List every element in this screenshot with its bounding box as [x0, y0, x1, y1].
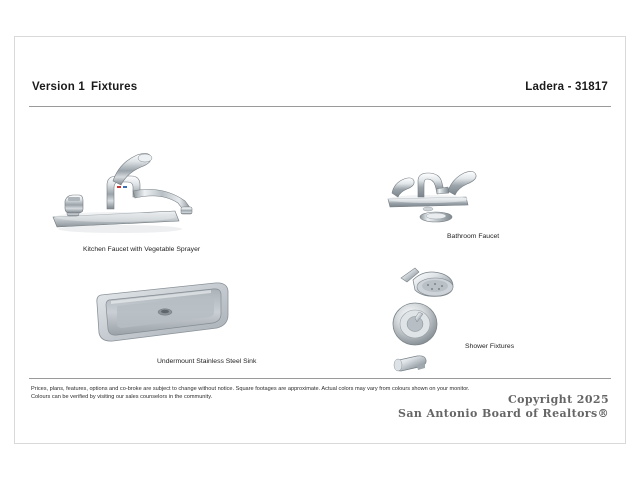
- brochure-sheet: [14, 36, 626, 444]
- bathroom-faucet-caption: Bathroom Faucet: [447, 233, 500, 240]
- kitchen-faucet-image: [45, 145, 225, 240]
- copyright-watermark: [398, 393, 609, 421]
- undermount-sink-caption: Undermount Stainless Steel Sink: [157, 358, 257, 365]
- section-label: Fixtures: [90, 81, 138, 93]
- community-label: Ladera - 31817: [525, 81, 608, 93]
- page-title: [32, 81, 137, 93]
- shower-fixtures-image: [373, 252, 483, 382]
- shower-fixtures-caption: Shower Fixtures: [465, 343, 515, 350]
- disclaimer-line-1: Prices, plans, features, options and co-broke are subject to change without notice. Square footages are approximate. Actual colors may vary from colours shown on your monitor.: [31, 386, 470, 392]
- version-label: Version 1: [32, 81, 85, 93]
- undermount-sink-image: [87, 279, 237, 351]
- watermark-line-2: San Antonio Board of Realtors®: [397, 407, 609, 420]
- bathroom-faucet-image: [370, 147, 495, 227]
- header-divider: [29, 106, 611, 107]
- disclaimer-line-2: Colours can be verified by visiting our sales counselors in the community.: [31, 394, 213, 400]
- kitchen-faucet-caption: Kitchen Faucet with Vegetable Sprayer: [83, 246, 201, 253]
- watermark-line-1: Copyright 2025: [508, 393, 609, 406]
- footer-divider: [29, 378, 611, 379]
- page-header: [15, 37, 625, 105]
